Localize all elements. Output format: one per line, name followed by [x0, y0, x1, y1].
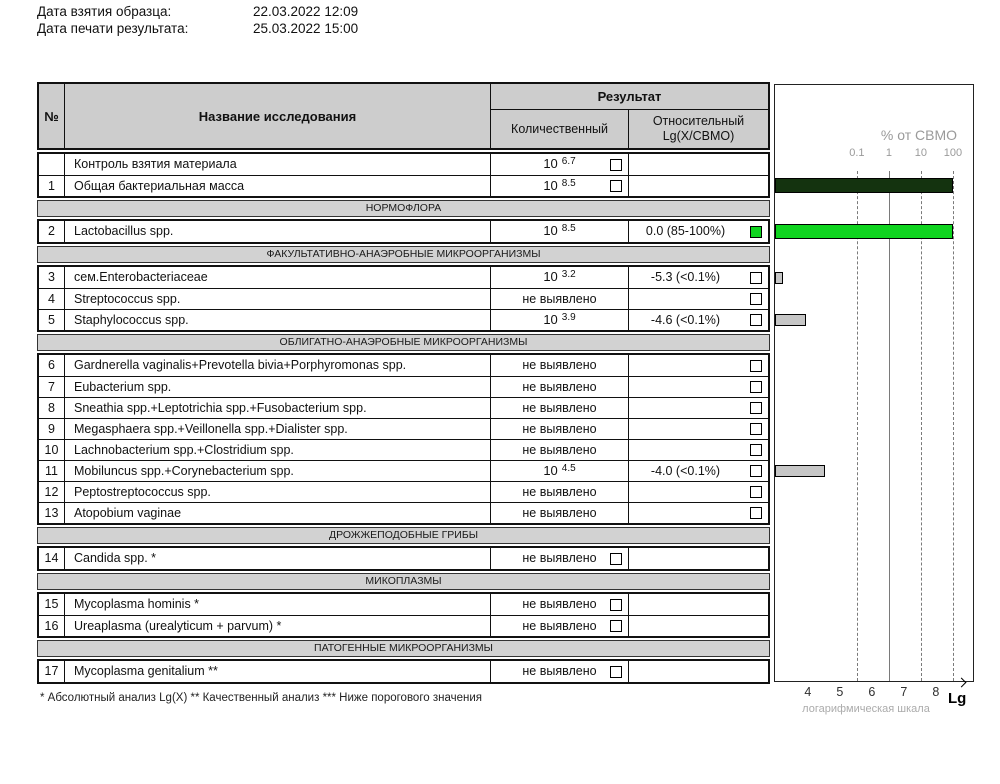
section-band: НОРМОФЛОРА: [37, 200, 770, 217]
results-table: [37, 82, 770, 684]
chart-bar: [775, 272, 783, 284]
relative-cell: [629, 440, 768, 460]
row-number: 15: [39, 594, 65, 615]
percent-tick-label: 0.1: [849, 147, 865, 159]
result-checkbox[interactable]: [750, 507, 762, 519]
relative-cell: [629, 176, 768, 196]
table-header: [37, 82, 770, 150]
row-name: Eubacterium spp.: [65, 377, 491, 397]
quantitative-cell: [491, 661, 629, 682]
quantitative-cell: [491, 461, 629, 481]
section-band: МИКОПЛАЗМЫ: [37, 573, 770, 590]
quantitative-cell: [491, 548, 629, 569]
row-number: 4: [39, 289, 65, 309]
result-checkbox[interactable]: [610, 180, 622, 192]
lg-axis: [774, 682, 1000, 722]
table-row: [39, 502, 768, 523]
quant-not-detected: не выявлено: [522, 485, 597, 499]
table-row: [39, 175, 768, 196]
quant-not-detected: не выявлено: [522, 619, 597, 633]
quant-not-detected: не выявлено: [522, 358, 597, 372]
chart-bar: [775, 465, 825, 477]
result-checkbox[interactable]: [750, 486, 762, 498]
quant-value-exponent: 3.2: [561, 269, 576, 280]
quantitative-cell: [491, 310, 629, 330]
table-row: [39, 460, 768, 481]
table-row: [39, 615, 768, 636]
row-name: Candida spp. *: [65, 548, 491, 569]
row-name: Общая бактериальная масса: [65, 176, 491, 196]
chart-bar: [775, 314, 806, 326]
table-group: [37, 353, 770, 525]
lg-tick-label: 6: [868, 685, 876, 699]
quant-value-exponent: 8.5: [561, 178, 576, 189]
quant-not-detected: не выявлено: [522, 380, 597, 394]
header-result: Результат: [491, 84, 768, 110]
quantitative-cell: [491, 440, 629, 460]
quantitative-cell: [491, 289, 629, 309]
relative-value: -5.3 (<0.1%): [650, 270, 721, 284]
gridline: [857, 171, 858, 681]
chart-area: [774, 84, 1000, 722]
header-result-subrow: [491, 110, 768, 148]
header-quantitative: Количественный: [491, 110, 629, 148]
row-number: 13: [39, 503, 65, 523]
table-group: [37, 546, 770, 571]
result-checkbox[interactable]: [750, 444, 762, 456]
result-checkbox[interactable]: [750, 293, 762, 305]
row-name: Lachnobacterium spp.+Clostridium spp.: [65, 440, 491, 460]
table-row: [39, 309, 768, 330]
sample-date-label: Дата взятия образца:: [37, 4, 172, 19]
relative-cell: [629, 310, 768, 330]
quant-not-detected: не выявлено: [522, 401, 597, 415]
table-rows: [37, 152, 770, 684]
quant-value-base: 10: [543, 269, 558, 284]
quant-not-detected: не выявлено: [522, 664, 597, 678]
section-band: ФАКУЛЬТАТИВНО-АНАЭРОБНЫЕ МИКРООРГАНИЗМЫ: [37, 246, 770, 263]
gridline: [953, 171, 954, 681]
table-group: [37, 659, 770, 684]
row-number: 8: [39, 398, 65, 418]
gridline: [921, 171, 922, 681]
percent-tick-label: 100: [943, 147, 963, 159]
table-row: [39, 154, 768, 175]
row-name: Ureaplasma (urealyticum + parvum) *: [65, 616, 491, 636]
result-checkbox[interactable]: [750, 381, 762, 393]
row-name: Контроль взятия материала: [65, 154, 491, 175]
quantitative-cell: [491, 154, 629, 175]
quantitative-cell: [491, 398, 629, 418]
table-group: [37, 152, 770, 198]
quantitative-cell: [491, 419, 629, 439]
row-name: Atopobium vaginae: [65, 503, 491, 523]
footnote: * Абсолютный анализ Lg(X) ** Качественный анализ *** Ниже порогового значения: [40, 692, 483, 704]
result-checkbox[interactable]: [610, 620, 622, 632]
row-number: [39, 154, 65, 175]
section-band: ДРОЖЖЕПОДОБНЫЕ ГРИБЫ: [37, 527, 770, 544]
relative-cell: [629, 154, 768, 175]
row-number: 16: [39, 616, 65, 636]
percent-tick-label: 1: [885, 147, 892, 159]
result-checkbox[interactable]: [750, 402, 762, 414]
table-group: [37, 592, 770, 638]
header-result-group: [491, 84, 768, 148]
result-checkbox[interactable]: [610, 553, 622, 565]
quant-value-base: 10: [543, 463, 558, 478]
scale-caption: логарифмическая шкала: [802, 703, 930, 715]
row-number: 17: [39, 661, 65, 682]
row-name: Megasphaera spp.+Veillonella spp.+Dialister spp.: [65, 419, 491, 439]
relative-cell: [629, 377, 768, 397]
row-name: сем.Enterobacteriaceae: [65, 267, 491, 288]
row-number: 2: [39, 221, 65, 242]
row-number: 11: [39, 461, 65, 481]
print-date-label: Дата печати результата:: [37, 21, 189, 36]
row-number: 5: [39, 310, 65, 330]
relative-cell: [629, 594, 768, 615]
sample-date-value: 22.03.2022 12:09: [253, 4, 359, 19]
table-row: [39, 355, 768, 376]
result-checkbox[interactable]: [610, 159, 622, 171]
relative-cell: [629, 355, 768, 376]
row-number: 7: [39, 377, 65, 397]
quant-value-base: 10: [543, 178, 558, 193]
quant-value-exponent: 4.5: [561, 463, 576, 474]
quantitative-cell: [491, 355, 629, 376]
header-number: №: [39, 84, 65, 148]
result-checkbox[interactable]: [750, 360, 762, 372]
chart-bar: [775, 178, 953, 193]
lg-tick-label: 8: [932, 685, 940, 699]
quantitative-cell: [491, 594, 629, 615]
relative-cell: [629, 616, 768, 636]
quant-value-base: 10: [543, 156, 558, 171]
table-row: [39, 661, 768, 682]
result-checkbox[interactable]: [610, 599, 622, 611]
quant-value-exponent: 3.9: [561, 312, 576, 323]
quantitative-cell: [491, 221, 629, 242]
table-row: [39, 548, 768, 569]
relative-value: 0.0 (85-100%): [645, 224, 726, 238]
relative-cell: [629, 398, 768, 418]
row-number: 6: [39, 355, 65, 376]
table-row: [39, 288, 768, 309]
row-name: Peptostreptococcus spp.: [65, 482, 491, 502]
result-checkbox[interactable]: [610, 666, 622, 678]
quantitative-cell: [491, 377, 629, 397]
print-date-value: 25.03.2022 15:00: [253, 21, 359, 36]
relative-cell: [629, 461, 768, 481]
table-group: [37, 219, 770, 244]
quantitative-cell: [491, 503, 629, 523]
quant-not-detected: не выявлено: [522, 292, 597, 306]
relative-value: -4.0 (<0.1%): [650, 464, 721, 478]
relative-cell: [629, 503, 768, 523]
row-number: 1: [39, 176, 65, 196]
row-name: Lactobacillus spp.: [65, 221, 491, 242]
table-row: [39, 376, 768, 397]
lg-axis-label: Lg: [948, 690, 967, 707]
percent-axis-title: % от СВМО: [880, 127, 957, 143]
relative-value: -4.6 (<0.1%): [650, 313, 721, 327]
gridline: [889, 171, 890, 681]
quantitative-cell: [491, 267, 629, 288]
section-band: ОБЛИГАТНО-АНАЭРОБНЫЕ МИКРООРГАНИЗМЫ: [37, 334, 770, 351]
quantitative-cell: [491, 176, 629, 196]
row-number: 9: [39, 419, 65, 439]
row-name: Mycoplasma hominis *: [65, 594, 491, 615]
header-relative-line1: Относительный: [652, 114, 745, 129]
percent-tick-label: 10: [914, 147, 928, 159]
quant-value-base: 10: [543, 312, 558, 327]
quantitative-cell: [491, 482, 629, 502]
relative-cell: [629, 482, 768, 502]
sample-date-row: [37, 3, 358, 20]
dates-block: [37, 3, 358, 37]
result-checkbox[interactable]: [750, 314, 762, 326]
row-name: Staphylococcus spp.: [65, 310, 491, 330]
header-test-name: Название исследования: [65, 84, 491, 148]
relative-cell: [629, 661, 768, 682]
row-name: Gardnerella vaginalis+Prevotella bivia+Porphyromonas spp.: [65, 355, 491, 376]
quant-not-detected: не выявлено: [522, 551, 597, 565]
lg-tick-label: 7: [900, 685, 908, 699]
row-number: 14: [39, 548, 65, 569]
chart-bar: [775, 224, 953, 239]
header-relative: [629, 110, 768, 148]
result-checkbox[interactable]: [750, 272, 762, 284]
result-checkbox[interactable]: [750, 423, 762, 435]
quant-not-detected: не выявлено: [522, 597, 597, 611]
quant-not-detected: не выявлено: [522, 422, 597, 436]
table-row: [39, 594, 768, 615]
table-row: [39, 418, 768, 439]
quant-not-detected: не выявлено: [522, 443, 597, 457]
row-name: Mycoplasma genitalium **: [65, 661, 491, 682]
table-row: [39, 481, 768, 502]
header-relative-line2: Lg(X/СВМО): [662, 129, 735, 143]
row-name: Streptococcus spp.: [65, 289, 491, 309]
quant-not-detected: не выявлено: [522, 506, 597, 520]
quant-value-exponent: 6.7: [561, 156, 576, 167]
relative-cell: [629, 548, 768, 569]
table-group: [37, 265, 770, 332]
row-number: 10: [39, 440, 65, 460]
result-checkbox[interactable]: [750, 465, 762, 477]
table-row: [39, 267, 768, 288]
chart-plot-box: [774, 84, 974, 682]
table-row: [39, 397, 768, 418]
quant-value-base: 10: [543, 223, 558, 238]
quantitative-cell: [491, 616, 629, 636]
print-date-row: [37, 20, 358, 37]
relative-cell: [629, 419, 768, 439]
result-checkbox[interactable]: [750, 226, 762, 238]
lg-tick-label: 5: [836, 685, 844, 699]
row-number: 3: [39, 267, 65, 288]
row-number: 12: [39, 482, 65, 502]
section-band: ПАТОГЕННЫЕ МИКРООРГАНИЗМЫ: [37, 640, 770, 657]
relative-cell: [629, 221, 768, 242]
row-name: Mobiluncus spp.+Corynebacterium spp.: [65, 461, 491, 481]
table-row: [39, 439, 768, 460]
relative-cell: [629, 289, 768, 309]
table-row: [39, 221, 768, 242]
lg-tick-label: 4: [804, 685, 812, 699]
quant-value-exponent: 8.5: [561, 223, 576, 234]
relative-cell: [629, 267, 768, 288]
row-name: Sneathia spp.+Leptotrichia spp.+Fusobacterium spp.: [65, 398, 491, 418]
